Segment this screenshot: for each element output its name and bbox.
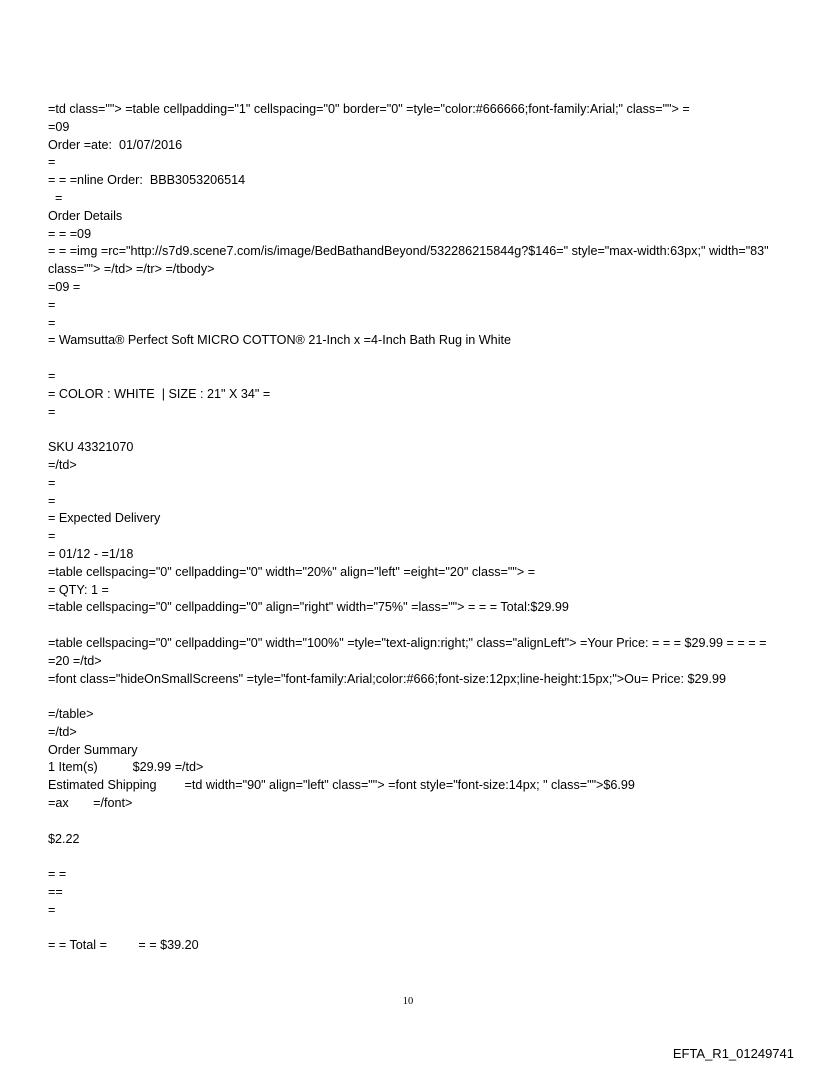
- document-body: [48, 101, 788, 955]
- document-line: =: [48, 529, 56, 544]
- document-line: =font class="hideOnSmallScreens" =tyle="font-family:Arial;color:#666;font-size:12px;line-height:15px;">Ou= Price: $29.99: [48, 671, 727, 686]
- document-line: SKU 43321070: [48, 440, 134, 455]
- document-line: =td class=""> =table cellpadding="1" cellspacing="0" border="0" =tyle="color:#666666;font-family:Arial;" class=""> =: [48, 102, 690, 116]
- document-line: = Expected Delivery: [48, 511, 161, 526]
- document-line: =: [48, 368, 56, 383]
- document-line: = QTY: 1 =: [48, 582, 109, 597]
- document-line: =: [48, 190, 63, 205]
- document-line: = =: [48, 867, 67, 882]
- document-line: = = =09: [48, 226, 92, 241]
- document-line: =: [48, 493, 56, 508]
- document-line: =table cellspacing="0" cellpadding="0" align="right" width="75%" =lass=""> = = = Total:$29.99: [48, 600, 569, 615]
- document-line: =: [48, 315, 56, 330]
- document-line: =/td>: [48, 724, 77, 739]
- document-line: =ax =/font>: [48, 796, 133, 811]
- document-line: Estimated Shipping =td width="90" align="left" class=""> =font style="font-size:14px; " class="">$6.99: [48, 778, 635, 793]
- document-line: [48, 848, 788, 866]
- document-line: =: [48, 297, 56, 312]
- document-line: [48, 617, 788, 635]
- bates-number: EFTA_R1_01249741: [672, 1046, 794, 1061]
- document-line: [48, 688, 788, 706]
- document-line: [48, 813, 788, 831]
- document-line: = 01/12 - =1/18: [48, 546, 134, 561]
- document-line: [48, 920, 788, 938]
- document-line: =09 =: [48, 279, 81, 294]
- document-line: $2.22: [48, 831, 80, 846]
- document-line: = Wamsutta® Perfect Soft MICRO COTTON® 21-Inch x =4-Inch Bath Rug in White: [48, 333, 511, 348]
- document-line: =: [48, 404, 56, 419]
- document-line: =/table>: [48, 707, 94, 722]
- document-line: =table cellspacing="0" cellpadding="0" width="20%" align="left" =eight="20" class=""> =: [48, 564, 536, 579]
- document-line: = = Total = = = $39.20: [48, 938, 199, 953]
- document-line: = COLOR : WHITE | SIZE : 21" X 34" =: [48, 386, 271, 401]
- document-line: Order Details: [48, 208, 123, 223]
- document-line: [48, 421, 788, 439]
- document-line: =: [48, 155, 56, 170]
- document-line: ==: [48, 885, 63, 900]
- document-line: = = =nline Order: BBB3053206514: [48, 173, 246, 188]
- document-line: Order Summary: [48, 742, 138, 757]
- document-line: Order =ate: 01/07/2016: [48, 137, 183, 152]
- document-line: [48, 350, 788, 368]
- document-line: 1 Item(s) $29.99 =/td>: [48, 760, 204, 775]
- document-line: =/td>: [48, 457, 77, 472]
- document-line: =: [48, 475, 56, 490]
- page-number: 10: [402, 996, 414, 1007]
- document-line: = = =img =rc="http://s7d9.scene7.com/is/image/BedBathandBeyond/532286215844g?$146=" style="max-width:63px;" width="83" class=""> =/td> =/tr> =/tbody>: [48, 244, 773, 277]
- document-line: =09: [48, 119, 70, 134]
- document-line: =: [48, 902, 56, 917]
- document-line: =table cellspacing="0" cellpadding="0" width="100%" =tyle="text-align:right;" class="alignLeft"> =Your Price: = = = $29.99 = = = = =20 =/td>: [48, 635, 770, 668]
